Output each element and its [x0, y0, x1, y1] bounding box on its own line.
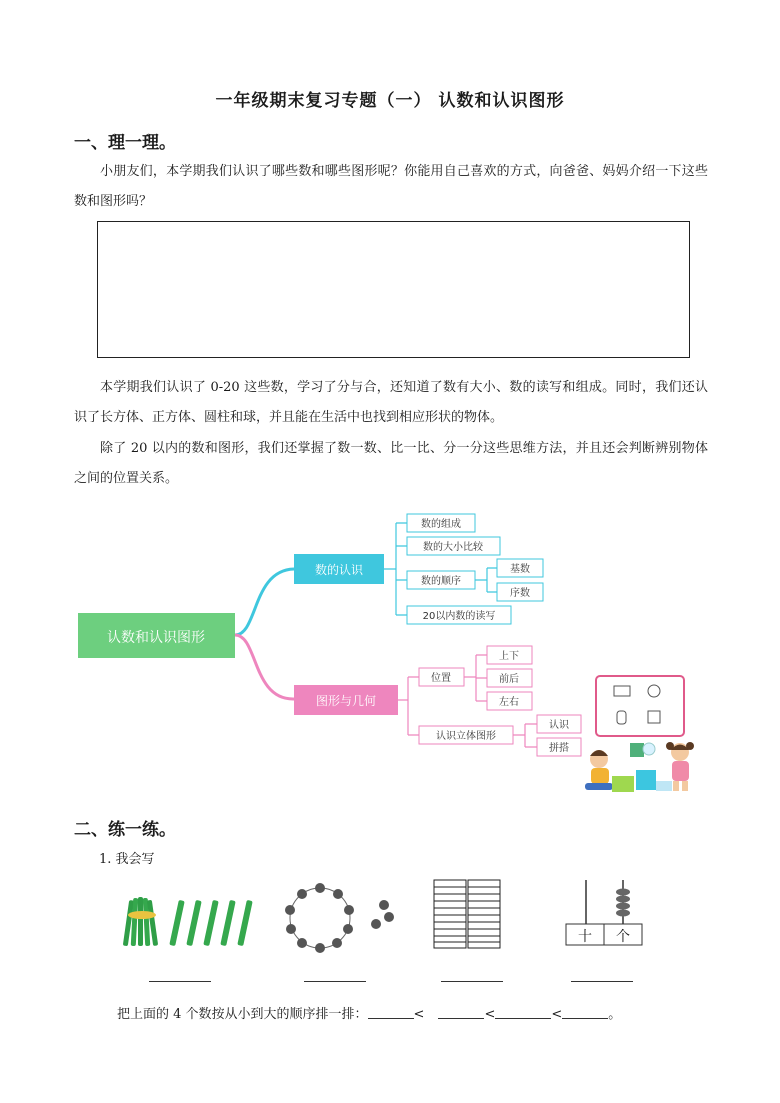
- abacus-ones-label: 个: [616, 929, 630, 945]
- answer-blank-rods[interactable]: [441, 981, 503, 982]
- loose-beads-icon: [371, 900, 394, 929]
- less-than-3: <: [551, 1007, 563, 1022]
- mindmap-item-position-label: 位置: [431, 673, 451, 684]
- branch1-connectors: [384, 523, 407, 615]
- cylinder-icon: [617, 711, 626, 724]
- cuboid-icon: [614, 686, 630, 696]
- abacus-tens-label: 十: [578, 929, 592, 945]
- less-than-1: <: [413, 1007, 425, 1022]
- shapes-card: [596, 676, 684, 736]
- less-than-2: <: [484, 1007, 496, 1022]
- mindmap-item-compare-label: 数的大小比较: [423, 542, 483, 553]
- ten-rods-icon: [434, 880, 500, 948]
- order-blank-1[interactable]: [368, 1018, 414, 1019]
- summary-paragraph-1: 本学期我们认识了 0-20 这些数，学习了分与合，还知道了数有大小、数的读写和组成。同时，我们还认识了长方体、正方体、圆柱和球，并且能在生活中也找到相应形状的物体。: [74, 380, 708, 425]
- connector-root-branch1: [235, 569, 294, 635]
- mindmap-branch1-label: 数的认识: [314, 563, 364, 577]
- mindmap-sub-frontback-label: 前后: [499, 674, 519, 685]
- order-question: [117, 1003, 621, 1022]
- children-illustration: [585, 742, 694, 792]
- order-question-text: 把上面的 4 个数按从小到大的顺序排一排：: [117, 1007, 368, 1022]
- order-sub-connectors: [475, 568, 497, 592]
- connector-root-branch2: [235, 635, 294, 699]
- mindmap-branch2-label: 图形与几何: [315, 694, 377, 708]
- mindmap-sub-recognize-label: 认识: [549, 720, 569, 731]
- bead-ring-icon: [285, 883, 354, 953]
- mindmap-sub-build-label: 拼搭: [549, 743, 569, 754]
- page-title: 一年级期末复习专题（一） 认数和认识图形: [215, 91, 565, 111]
- mindmap-item-readwrite-label: 20以内数的读写: [422, 611, 496, 622]
- position-sub-connectors: [464, 655, 487, 701]
- mindmap-sub-updown-label: 上下: [499, 651, 519, 662]
- solids-sub-connectors: [513, 724, 537, 747]
- mindmap-sub-ordinal-label: 序数: [510, 588, 530, 599]
- answer-blank-abacus[interactable]: [571, 981, 633, 982]
- order-blank-2[interactable]: [438, 1018, 484, 1019]
- stick-bundle-icon: [123, 897, 158, 946]
- sphere-icon: [648, 685, 660, 697]
- branch2-connectors: [398, 677, 419, 735]
- sentence-period: 。: [608, 1007, 622, 1022]
- section-heading-1: 一、理一理。: [74, 133, 176, 153]
- summary-paragraph-2: 除了 20 以内的数和图形，我们还掌握了数一数、比一比、分一分这些思维方法，并且还会判断辨别物体之间的位置关系。: [74, 441, 708, 486]
- mindmap-sub-leftright-label: 左右: [499, 697, 519, 708]
- mindmap-item-composition-label: 数的组成: [421, 519, 461, 530]
- cube-icon: [648, 711, 660, 723]
- question-1-label: 1. 我会写: [99, 852, 155, 867]
- counting-pictures: [110, 872, 670, 962]
- mindmap-item-solids-label: 认识立体图形: [436, 731, 496, 742]
- section-heading-2: 二、练一练。: [74, 820, 176, 840]
- mind-map: [0, 500, 780, 800]
- mindmap-sub-cardinal-label: 基数: [510, 564, 530, 575]
- answer-box[interactable]: [97, 221, 690, 358]
- answer-blank-beads[interactable]: [304, 981, 366, 982]
- single-sticks-icon: [169, 900, 252, 946]
- mindmap-item-order-label: 数的顺序: [421, 576, 461, 587]
- intro-paragraph: 小朋友们，本学期我们认识了哪些数和哪些图形呢？你能用自己喜欢的方式，向爸爸、妈妈介绍一下这些数和图形吗？: [74, 164, 708, 209]
- order-blank-3[interactable]: [495, 1018, 551, 1019]
- mindmap-root-label: 认数和认识图形: [107, 630, 205, 646]
- answer-blank-sticks[interactable]: [149, 981, 211, 982]
- order-blank-4[interactable]: [562, 1018, 608, 1019]
